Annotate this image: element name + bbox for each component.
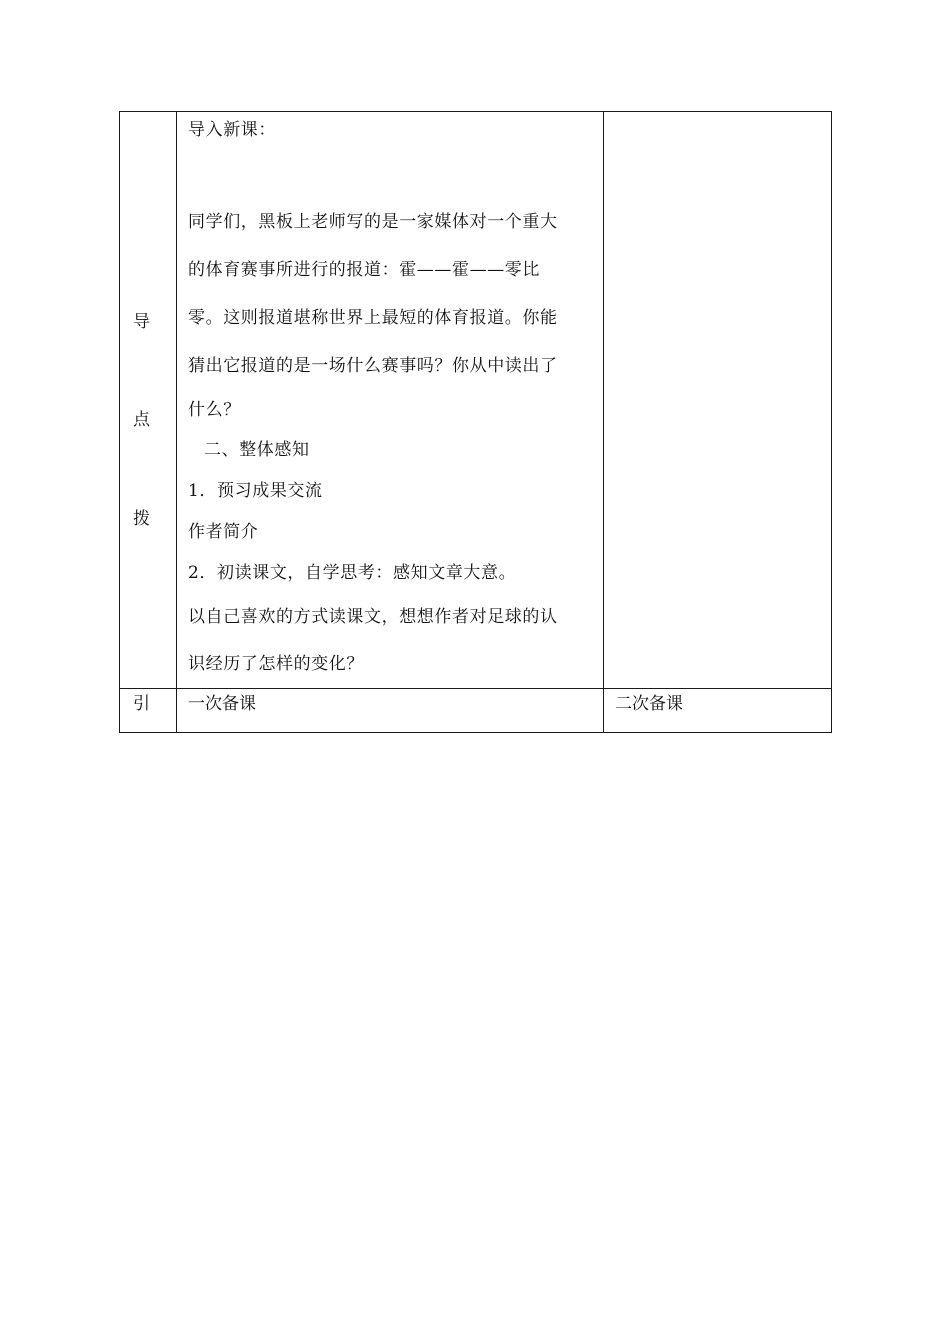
lesson-plan-table	[119, 111, 832, 733]
side-label-char: 点	[133, 410, 150, 430]
list-item: 2．初读课文，自学思考：感知文章大意。	[188, 563, 517, 583]
lesson-content-cell	[177, 112, 604, 689]
paragraph-line: 的体育赛事所进行的报道：霍——霍——零比	[188, 260, 540, 280]
side-label-cell	[120, 112, 177, 689]
paragraph-line: 什么？	[188, 400, 241, 420]
paragraph-line: 猜出它报道的是一场什么赛事吗？你从中读出了	[188, 356, 558, 376]
section-heading: 二、整体感知	[204, 440, 310, 460]
list-item: 1．预习成果交流	[188, 481, 323, 501]
footer-side-cell	[120, 689, 177, 733]
footer-second-prep-cell	[604, 689, 832, 733]
table-row	[120, 112, 832, 689]
paragraph-line: 同学们，黑板上老师写的是一家媒体对一个重大	[188, 212, 558, 232]
side-label-char: 拨	[133, 509, 150, 529]
table-row	[120, 689, 832, 733]
section-title: 导入新课：	[188, 120, 276, 140]
footer-first-prep-cell	[177, 689, 604, 733]
footer-side-label: 引	[133, 694, 150, 714]
second-prep-label: 二次备课	[615, 694, 683, 714]
side-label-char: 导	[133, 312, 150, 332]
paragraph-line: 以自己喜欢的方式读课文，想想作者对足球的认	[188, 607, 558, 627]
first-prep-label: 一次备课	[188, 694, 256, 714]
list-item-sub: 作者简介	[188, 522, 259, 542]
paragraph-line: 零。这则报道堪称世界上最短的体育报道。你能	[188, 308, 558, 328]
paragraph-line: 识经历了怎样的变化？	[188, 654, 364, 674]
second-prep-cell	[604, 112, 832, 689]
